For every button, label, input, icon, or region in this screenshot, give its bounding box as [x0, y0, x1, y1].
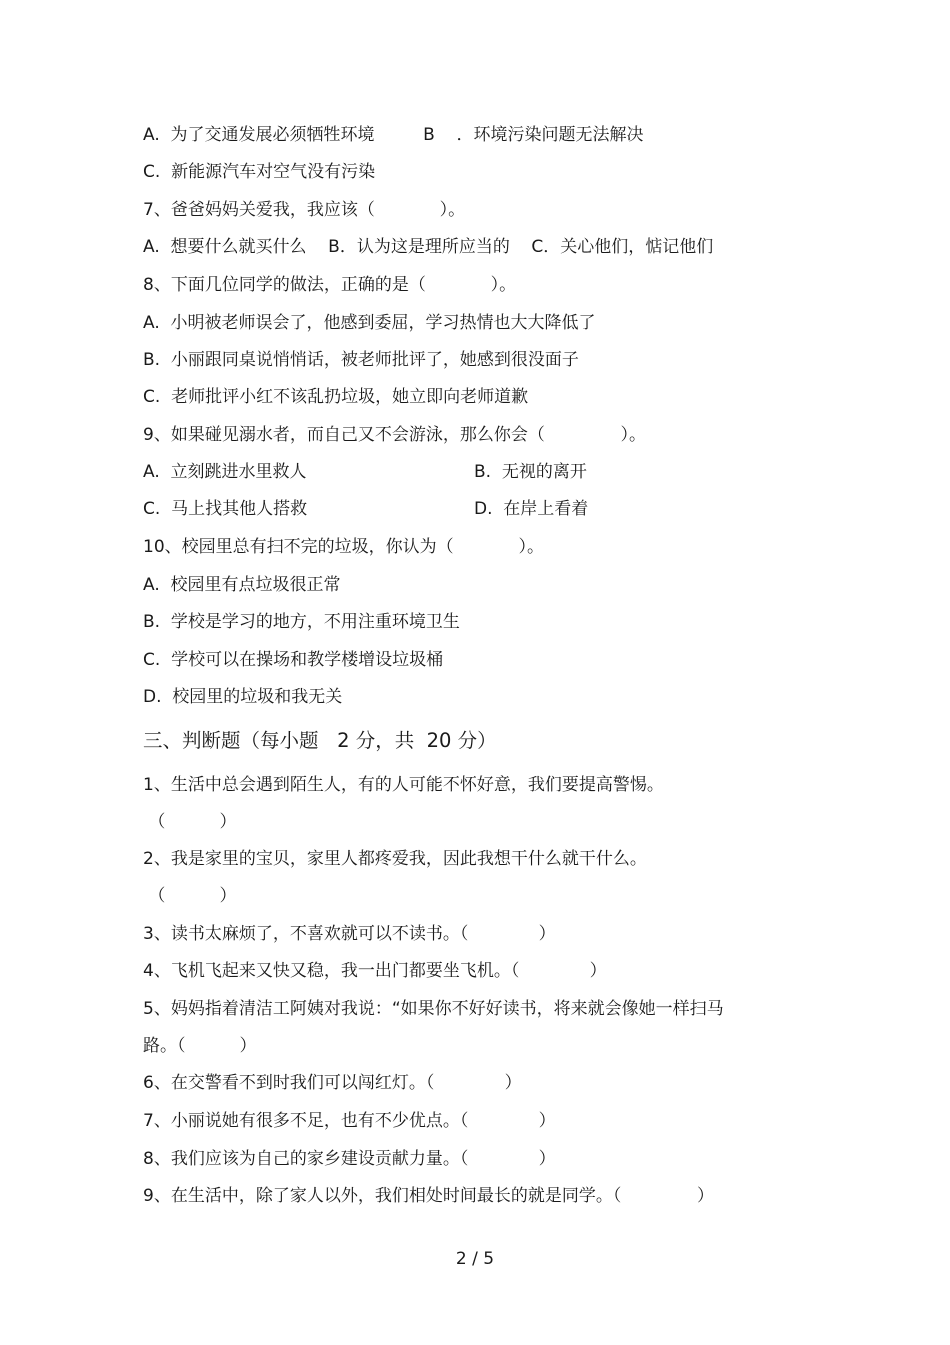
question-10: 10、校园里总有扫不完的垃圾，你认为（ ）。: [143, 537, 544, 557]
q9-option-c: C. 马上找其他人搭救: [143, 499, 308, 519]
question-9: 9、如果碰见溺水者，而自己又不会游泳，那么你会（ ）。: [143, 425, 646, 445]
judge-9: 9、在生活中，除了家人以外，我们相处时间最长的就是同学。（ ）: [143, 1186, 714, 1206]
judge-5-cont: 路。（ ）: [143, 1036, 257, 1056]
q9-option-d: D. 在岸上看着: [474, 499, 589, 519]
judge-4: 4、飞机飞起来又快又稳，我一出门都要坐飞机。（ ）: [143, 961, 607, 981]
q9-option-a: A. 立刻跳进水里救人: [143, 462, 307, 482]
judge-2-blank: （ ）: [143, 886, 237, 906]
judge-8: 8、我们应该为自己的家乡建设贡献力量。（ ）: [143, 1149, 556, 1169]
page-number: 2 / 5: [455, 1249, 495, 1269]
judge-6: 6、在交警看不到时我们可以闯红灯。（ ）: [143, 1073, 522, 1093]
judge-2: 2、我是家里的宝贝，家里人都疼爱我，因此我想干什么就干什么。: [143, 849, 647, 869]
q8-option-b: B. 小丽跟同桌说悄悄话，被老师批评了，她感到很没面子: [143, 350, 579, 370]
q10-option-c: C. 学校可以在操场和教学楼增设垃圾桶: [143, 650, 444, 670]
q7-options: A. 想要什么就买什么 B．认为这是理所应当的 C．关心他们，惦记他们: [143, 237, 714, 257]
q10-option-d: D. 校园里的垃圾和我无关: [143, 687, 343, 707]
q8-option-a: A. 小明被老师误会了，他感到委屈，学习热情也大大降低了: [143, 313, 596, 333]
q10-option-a: A. 校园里有点垃圾很正常: [143, 575, 341, 595]
q6-options-ab: A. 为了交通发展必须牺牲环境 B ．环境污染问题无法解决: [143, 125, 644, 145]
judge-3: 3、读书太麻烦了，不喜欢就可以不读书。（ ）: [143, 924, 556, 944]
q9-option-b: B. 无视的离开: [474, 462, 587, 482]
judge-1-blank: （ ）: [143, 812, 237, 832]
q8-option-c: C. 老师批评小红不该乱扔垃圾，她立即向老师道歉: [143, 387, 529, 407]
judge-5: 5、妈妈指着清洁工阿姨对我说：“如果你不好好读书，将来就会像她一样扫马: [143, 999, 724, 1019]
q6-option-c: C. 新能源汽车对空气没有污染: [143, 162, 376, 182]
section-heading: 三、判断题（每小题 2 分，共 20 分）: [143, 729, 497, 752]
question-7: 7、爸爸妈妈关爱我，我应该（ ）。: [143, 200, 466, 220]
judge-1: 1、生活中总会遇到陌生人，有的人可能不怀好意，我们要提高警惕。: [143, 775, 664, 795]
q10-option-b: B. 学校是学习的地方，不用注重环境卫生: [143, 612, 460, 632]
question-8: 8、下面几位同学的做法，正确的是（ ）。: [143, 275, 517, 295]
judge-7: 7、小丽说她有很多不足，也有不少优点。（ ）: [143, 1111, 556, 1131]
